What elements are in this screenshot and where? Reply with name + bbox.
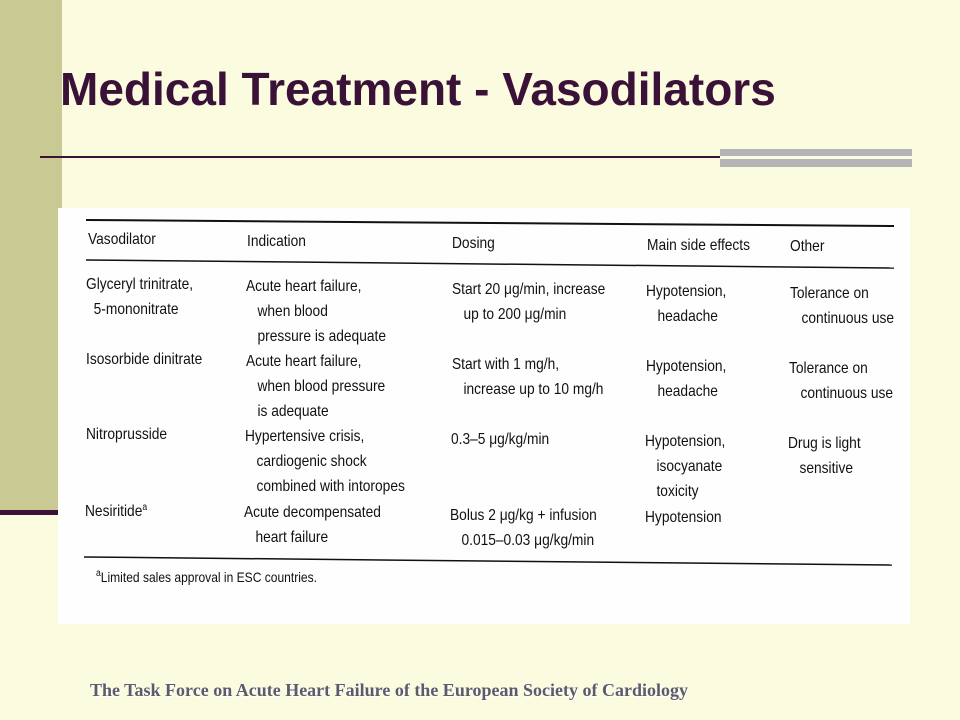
sidebar-underline bbox=[0, 510, 58, 515]
row1-side-effects: Hypotension, headache bbox=[646, 283, 727, 325]
row4-vasodilator-name: Nesiritide bbox=[85, 503, 143, 520]
header-indication: Indication bbox=[247, 233, 306, 250]
row3-other: Drug is light sensitive bbox=[788, 435, 861, 477]
row2-indication: Acute heart failure, when blood pressure is adequate bbox=[246, 353, 386, 420]
row4-indication: Acute decompensated heart failure bbox=[244, 504, 381, 546]
vasodilator-table bbox=[58, 208, 910, 624]
row3-dosing: 0.3–5 μg/kg/min bbox=[451, 431, 550, 448]
slide-title: Medical Treatment - Vasodilators bbox=[60, 63, 776, 115]
table-footnote bbox=[96, 569, 317, 585]
header-vasodilator: Vasodilator bbox=[88, 231, 156, 248]
row4-dosing: Bolus 2 μg/kg + infusion 0.015–0.03 μg/kg/min bbox=[450, 507, 597, 549]
row2-side-effects: Hypotension, headache bbox=[646, 358, 727, 400]
table-top-rule bbox=[86, 220, 894, 226]
header-side-effects: Main side effects bbox=[647, 237, 750, 254]
table-rules bbox=[58, 208, 910, 624]
source-citation: The Task Force on Acute Heart Failure of the European Society of Cardiology bbox=[90, 680, 688, 700]
row3-vasodilator: Nitroprusside bbox=[86, 426, 168, 443]
row4-vasodilator bbox=[85, 499, 147, 524]
row1-dosing: Start 20 μg/min, increase up to 200 μg/min bbox=[452, 281, 606, 323]
row4-side-effects: Hypotension bbox=[645, 509, 722, 526]
row2-other: Tolerance on continuous use bbox=[789, 360, 894, 402]
row2-vasodilator: Isosorbide dinitrate bbox=[86, 351, 203, 368]
footnote-mark: a bbox=[96, 568, 101, 579]
header-other: Other bbox=[790, 238, 825, 255]
row1-indication: Acute heart failure, when blood pressure is adequate bbox=[246, 278, 386, 345]
row3-indication: Hypertensive crisis, cardiogenic shock combined with intoropes bbox=[245, 428, 405, 495]
row3-side-effects: Hypotension, isocyanate toxicity bbox=[645, 433, 726, 500]
row2-dosing: Start with 1 mg/h, increase up to 10 mg/h bbox=[452, 356, 604, 398]
table-header-rule bbox=[86, 260, 894, 268]
table-bottom-rule bbox=[84, 557, 892, 565]
left-sidebar-decoration bbox=[0, 0, 62, 514]
footnote-text: Limited sales approval in ESC countries. bbox=[100, 569, 317, 585]
row4-footnote-mark: a bbox=[142, 502, 148, 513]
row1-vasodilator: Glyceryl trinitrate, 5-mononitrate bbox=[86, 276, 194, 318]
title-accent-bar bbox=[720, 149, 912, 167]
row1-other: Tolerance on continuous use bbox=[790, 285, 895, 327]
header-dosing: Dosing bbox=[452, 235, 495, 252]
